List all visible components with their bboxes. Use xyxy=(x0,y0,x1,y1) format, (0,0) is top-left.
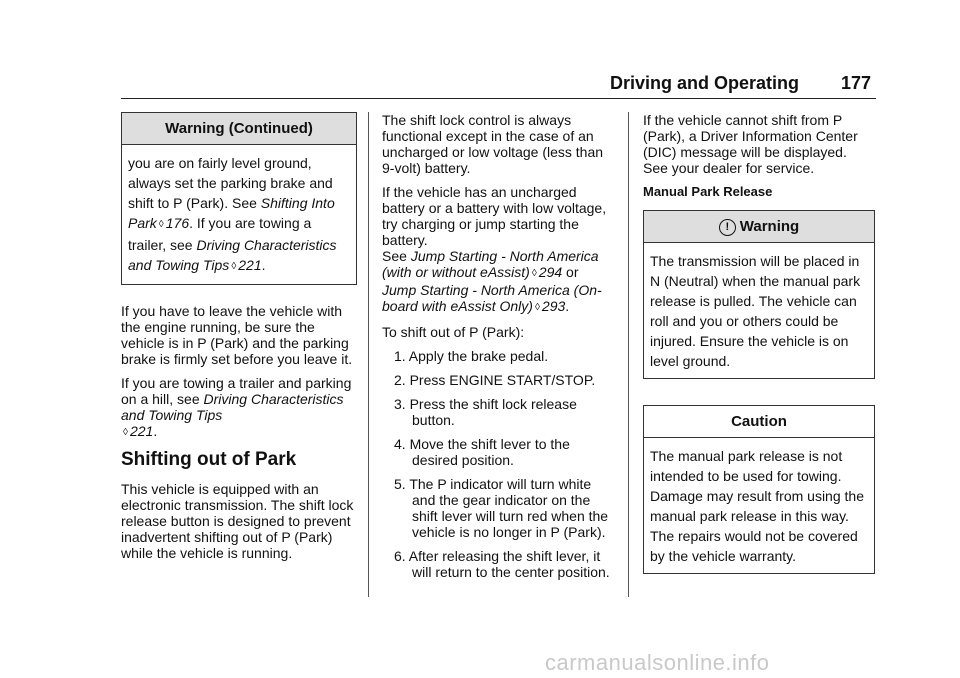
caution-title: Caution xyxy=(644,406,874,438)
list-item: 3. Press the shift lock release button. xyxy=(394,396,577,428)
section-heading: Shifting out of Park xyxy=(121,449,297,470)
steps-list xyxy=(382,348,614,580)
paragraph: If you are towing a trailer and parking on a hill, see Driving Characteristics and Towing Tips ◊ 221. xyxy=(121,375,352,439)
warning-text: you are on fairly level ground, always set the parking brake and shift to P (Park). See xyxy=(128,155,333,211)
column-1 xyxy=(121,112,357,569)
paragraph: If the vehicle cannot shift from P (Park), a Driver Information Center (DIC) message will be displayed. See your dealer for service. xyxy=(643,112,858,176)
column-2 xyxy=(382,112,614,588)
warning-continued-title: Warning (Continued) xyxy=(122,113,356,145)
list-item: 2. Press ENGINE START/STOP. xyxy=(394,372,596,388)
list-item: 6. After releasing the shift lever, it will return to the center position. xyxy=(394,548,610,580)
xref-jump-starting-eassist[interactable]: Jump Starting - North America (with or without eAssist) ◊ 294 xyxy=(382,248,599,280)
column-divider-1 xyxy=(368,112,369,597)
ref-arrow-icon: ◊ xyxy=(231,261,237,272)
xref-jump-starting-onboard[interactable]: Jump Starting - North America (On-board with eAssist Only) ◊ 293 xyxy=(382,282,602,314)
subheading: Manual Park Release xyxy=(643,184,773,199)
paragraph: If the vehicle has an uncharged battery or a battery with low voltage, try charging or jump starting the battery. See Jump Starting - North America (with or without eAssist) ◊ 294 or Jump Starting - North America (On-board with eAssist Only) ◊ 293. xyxy=(382,184,607,314)
list-item: 4. Move the shift lever to the desired position. xyxy=(394,436,570,468)
list-item: 5. The P indicator will turn white and the gear indicator on the shift lever will turn red when the vehicle is no longer in P (Park). xyxy=(394,476,609,540)
ref-arrow-icon: ◊ xyxy=(123,427,128,438)
header-rule xyxy=(121,98,876,99)
column-divider-2 xyxy=(628,112,629,597)
ref-arrow-icon: ◊ xyxy=(158,219,164,230)
caution-box xyxy=(643,405,875,574)
paragraph: The shift lock control is always functional except in the case of an uncharged or low voltage (less than 9-volt) battery. xyxy=(382,112,604,176)
xref-driving-characteristics[interactable]: Driving Characteristics and Towing Tips ◊ 221 xyxy=(128,237,337,273)
ref-arrow-icon: ◊ xyxy=(531,268,537,279)
warning-text: . If you are towing a trailer, see xyxy=(128,215,312,253)
warning-continued-body: you are on fairly level ground, always set the parking brake and shift to P (Park). See Shifting Into Park ◊ 176. If you are towing a trailer, see Driving Characteristics and Towing Tips ◊ 221. xyxy=(128,155,337,273)
warning-continued-box xyxy=(121,112,357,285)
page-number: 177 xyxy=(841,73,872,93)
caution-body: The manual park release is not intended to be used for towing. Damage may result from using the manual park release in this way. The repairs would not be covered by the vehicle warranty. xyxy=(650,448,864,564)
warning-box xyxy=(643,210,875,379)
xref-shifting-into-park[interactable]: Shifting Into Park ◊ 176 xyxy=(128,195,335,231)
warning-body: The transmission will be placed in N (Neutral) when the manual park release is pulled. The vehicle can roll and you or others could be injured. Ensure the vehicle is on level ground. xyxy=(650,253,861,369)
warning-title: ! Warning xyxy=(644,211,874,243)
watermark: carmanualsonline.info xyxy=(545,650,770,675)
xref-driving-characteristics[interactable]: Driving Characteristics and Towing Tips ◊ 221 xyxy=(121,391,344,439)
steps-intro: To shift out of P (Park): xyxy=(382,324,525,340)
section-title: Driving and Operating xyxy=(610,73,800,93)
list-item: 1. Apply the brake pedal. xyxy=(394,348,549,364)
page-header xyxy=(0,70,960,100)
paragraph: If you have to leave the vehicle with the engine running, be sure the vehicle is in P (Park) and the parking brake is firmly set before you leave it. xyxy=(121,303,353,367)
paragraph: This vehicle is equipped with an electronic transmission. The shift lock release button is designed to prevent inadvertent shifting out of P (Park) while the vehicle is running. xyxy=(121,481,354,561)
column-3 xyxy=(643,112,875,574)
warning-icon: ! xyxy=(719,219,736,236)
ref-arrow-icon: ◊ xyxy=(534,302,540,313)
